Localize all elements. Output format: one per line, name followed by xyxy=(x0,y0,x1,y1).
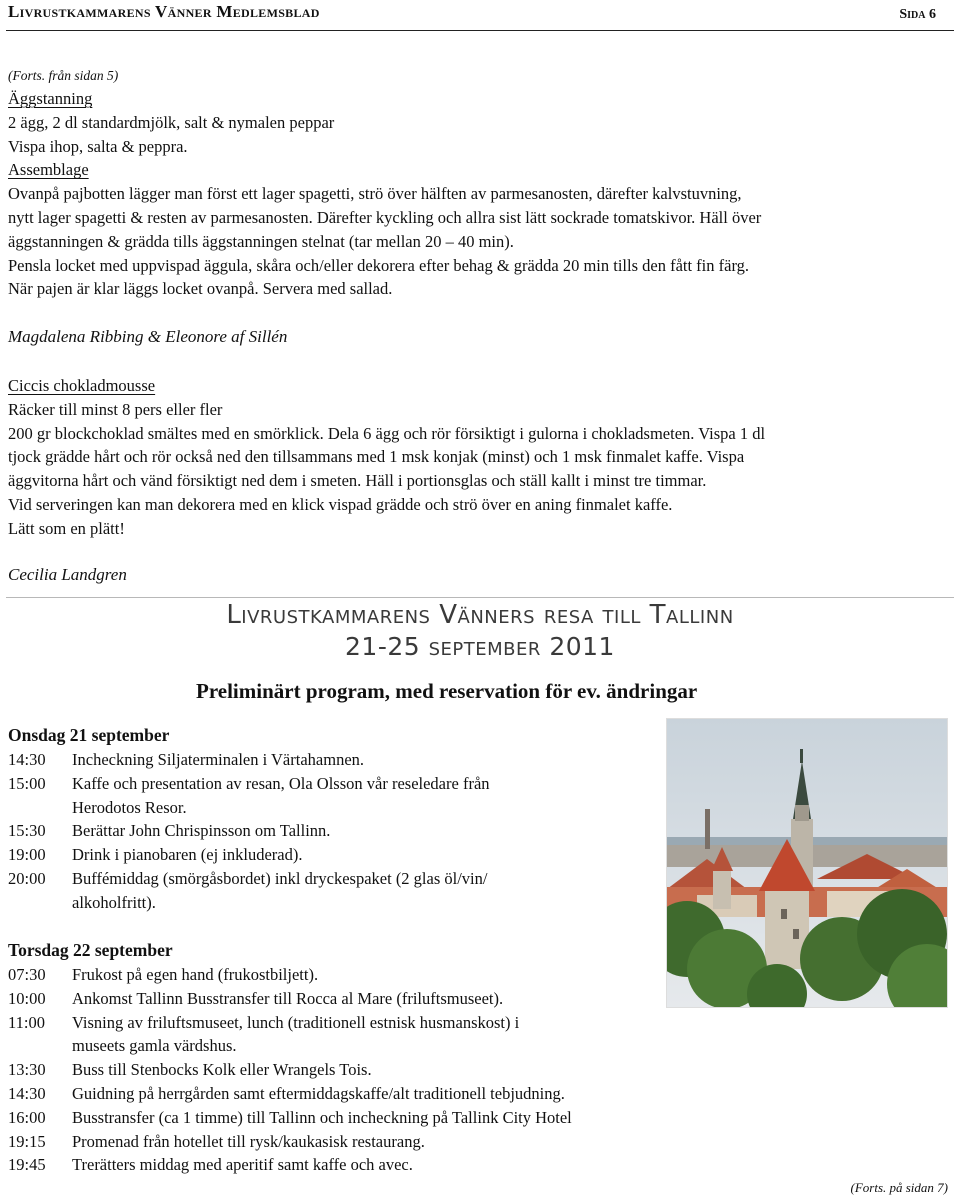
schedule-desc: Trerätters middag med aperitif samt kaffe och avec. xyxy=(72,1155,413,1175)
text-line: 200 gr blockchoklad smältes med en smörklick. Dela 6 ägg och rör försiktigt i gulorna i chokladsmeten. Vispa 1 dl xyxy=(8,423,766,443)
section-divider xyxy=(6,597,954,598)
tallinn-old-town-photo xyxy=(666,718,948,1008)
recipe2-author: Cecilia Landgren xyxy=(8,565,127,584)
schedule-desc: alkoholfritt). xyxy=(72,892,156,912)
schedule-time: 16:00 xyxy=(8,1107,46,1127)
schedule-time: 20:00 xyxy=(8,868,46,888)
text-line: nytt lager spagetti & resten av parmesanosten. Därefter kyckling och allra sist lätt sockrade tomatskivor. Häll över xyxy=(8,207,762,227)
schedule-time: 11:00 xyxy=(8,1012,45,1032)
schedule-time: 15:00 xyxy=(8,773,46,793)
text-line: tjock grädde hårt och rör också ned den tillsammans med 1 msk konjak (minst) och 1 msk finmalet kaffe. Vispa xyxy=(8,447,745,467)
schedule-row xyxy=(8,819,490,843)
section-title-aggstanning: Äggstanning xyxy=(8,89,93,108)
text-line: Pensla locket med uppvispad äggula, skåra och/eller dekorera efter behag & grädda 20 min tills den fått fin färg. xyxy=(8,255,750,275)
schedule-time: 13:30 xyxy=(8,1060,46,1080)
continued-from-note: (Forts. från sidan 5) xyxy=(8,68,119,83)
page-header xyxy=(6,0,954,31)
schedule-desc: museets gamla värdshus. xyxy=(72,1036,237,1056)
section-title-assemblage: Assemblage xyxy=(8,160,89,180)
schedule-time: 07:30 xyxy=(8,965,46,984)
schedule-time: 14:30 xyxy=(8,1083,46,1103)
schedule-row xyxy=(8,1130,572,1154)
trip-dates: 21-25 september 2011 xyxy=(345,632,615,661)
schedule-row xyxy=(8,1106,572,1130)
recipe2-title: Ciccis chokladmousse xyxy=(8,376,156,395)
schedule-day-2 xyxy=(8,937,572,1177)
text-line: äggvitorna hårt och vänd försiktigt ned dem i smeten. Häll i portionsglas och ställ kallt i minst tre timmar. xyxy=(8,471,707,491)
text-line: Lätt som en plätt! xyxy=(8,518,125,538)
recipe-chocolate-mousse xyxy=(8,374,954,541)
schedule-desc: Busstransfer (ca 1 timme) till Tallinn och incheckning på Tallink City Hotel xyxy=(72,1107,572,1127)
page-number: Sida 6 xyxy=(899,7,936,22)
schedule-desc: Buss till Stenbocks Kolk eller Wrangels Tois. xyxy=(72,1060,372,1080)
schedule-row xyxy=(8,867,490,891)
schedule-row xyxy=(8,1011,572,1035)
text-line: Räcker till minst 8 pers eller fler xyxy=(8,399,223,419)
schedule-row-cont xyxy=(8,796,490,820)
schedule-desc: Berättar John Chrispinsson om Tallinn. xyxy=(72,821,331,841)
schedule-time: 10:00 xyxy=(8,988,46,1008)
schedule-row xyxy=(8,772,490,796)
schedule-desc: Visning av friluftsmuseet, lunch (traditionell estnisk husmanskost) i xyxy=(72,1012,520,1032)
schedule-row xyxy=(8,1153,572,1177)
schedule-desc: Herodotos Resor. xyxy=(72,797,187,817)
schedule-time: 15:30 xyxy=(8,821,46,841)
text-line: äggstanningen & grädda tills äggstanningen stelnat (tar mellan 20 – 40 min). xyxy=(8,231,514,251)
schedule-row xyxy=(8,748,490,772)
continued-on-note: (Forts. på sidan 7) xyxy=(850,1180,948,1195)
schedule-desc: Buffémiddag (smörgåsbordet) inkl dryckespaket (2 glas öl/vin/ xyxy=(72,868,488,888)
trip-title: Livrustkammarens Vänners resa till Tallinn xyxy=(226,600,734,630)
schedule-desc: Incheckning Siljaterminalen i Värtahamnen. xyxy=(72,750,365,769)
schedule-desc: Ankomst Tallinn Busstransfer till Rocca al Mare (friluftsmuseet). xyxy=(72,988,504,1008)
text-line: Vid serveringen kan man dekorera med en klick vispad grädde och strö över en aning finmalet kaffe. xyxy=(8,494,673,514)
schedule-day-1 xyxy=(8,722,490,915)
schedule-desc: Promenad från hotellet till rysk/kaukasisk restaurang. xyxy=(72,1131,425,1151)
schedule-row xyxy=(8,963,572,987)
day-heading: Onsdag 21 september xyxy=(8,725,170,745)
schedule-row-cont xyxy=(8,891,490,915)
day-heading: Torsdag 22 september xyxy=(8,940,173,960)
schedule-row xyxy=(8,987,572,1011)
schedule-time: 19:45 xyxy=(8,1155,46,1175)
schedule-time: 19:15 xyxy=(8,1131,46,1151)
schedule-time: 19:00 xyxy=(8,845,46,865)
schedule-desc: Kaffe och presentation av resan, Ola Olsson vår reseledare från xyxy=(72,773,490,793)
schedule-row xyxy=(8,843,490,867)
schedule-desc: Drink i pianobaren (ej inkluderad). xyxy=(72,845,303,865)
newsletter-title: Livrustkammarens Vänner Medlemsblad xyxy=(8,2,320,21)
schedule-row-cont xyxy=(8,1034,572,1058)
schedule-time: 14:30 xyxy=(8,750,46,769)
trip-subtitle: Preliminärt program, med reservation för ev. ändringar xyxy=(196,679,698,703)
text-line: Ovanpå pajbotten lägger man först ett lager spagetti, strö över hälften av parmesanosten, därefter kalvstuvning, xyxy=(8,184,742,204)
recipe1-author: Magdalena Ribbing & Eleonore af Sillén xyxy=(8,327,288,346)
schedule-desc: Guidning på herrgården samt eftermiddagskaffe/alt traditionell tebjudning. xyxy=(72,1083,565,1103)
schedule-row xyxy=(8,1058,572,1082)
schedule-desc: Frukost på egen hand (frukostbiljett). xyxy=(72,965,319,984)
text-line: 2 ägg, 2 dl standardmjölk, salt & nymalen peppar xyxy=(8,112,335,132)
schedule-row xyxy=(8,1082,572,1106)
text-line: Vispa ihop, salta & peppra. xyxy=(8,136,188,156)
recipe-continued-section xyxy=(8,65,954,301)
text-line: När pajen är klar läggs locket ovanpå. Servera med sallad. xyxy=(8,279,393,299)
